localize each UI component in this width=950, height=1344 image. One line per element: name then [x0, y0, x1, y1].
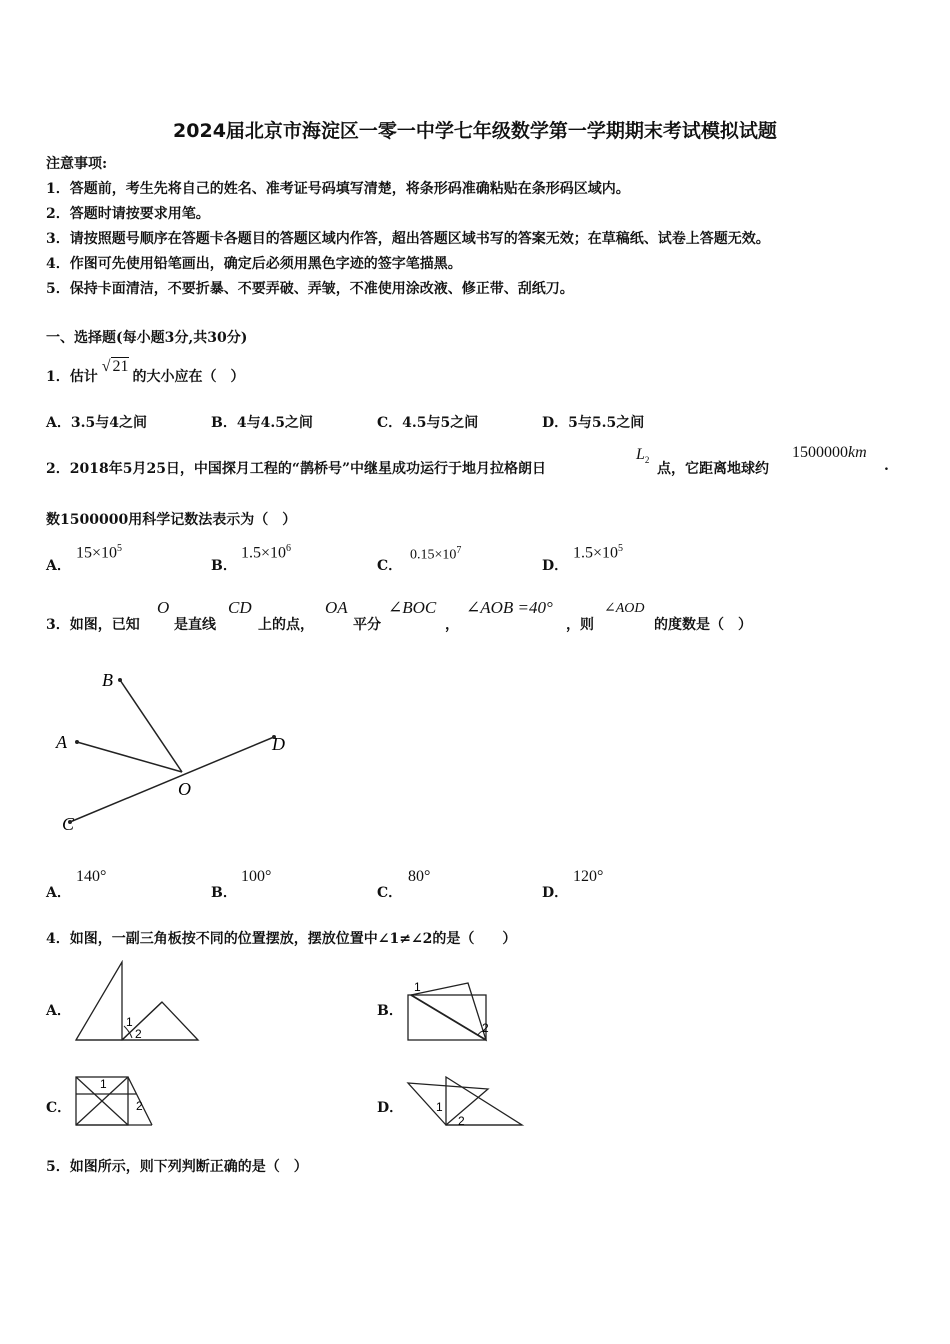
q3-figure — [50, 665, 310, 840]
q2-text: 2．2018年5月25日，中国探月工程的“鹊桥号”中继星成功运行于地月拉格朗日 — [46, 461, 547, 477]
notice-heading: 注意事项: — [46, 156, 108, 172]
angle-2-label: 2 — [482, 1021, 489, 1035]
q3-BOC: ∠BOC — [388, 598, 437, 617]
q3-option-a-label[interactable]: A． — [46, 885, 71, 901]
q3-option-b-value: 100° — [241, 868, 272, 885]
fig-label-c: C — [62, 814, 75, 834]
q4-figure-d — [406, 1075, 528, 1131]
q1-option-c[interactable]: C．4.5与5之间 — [377, 415, 479, 431]
notice-item: 2．答题时请按要求用笔。 — [46, 206, 210, 222]
q2-option-a-value: $15\times 10^5$ — [76, 543, 123, 562]
q2-option-a-label[interactable]: A． — [46, 558, 71, 574]
q2-option-c-value: $0.15\times 10^7$ — [410, 545, 462, 563]
q3-t5: ，则 — [566, 617, 594, 633]
q1-option-a[interactable]: A．3.5与4之间 — [46, 415, 147, 431]
q4-figure-c — [74, 1072, 159, 1130]
notice-item: 1．答题前，考生先将自己的姓名、准考证号码填写清楚，将条形码准确粘贴在条形码区域内。 — [46, 181, 630, 197]
sqrt21: √ 21 — [101, 358, 129, 375]
angle-2-label: 2 — [458, 1114, 465, 1128]
q4-option-b[interactable]: B． — [377, 1003, 403, 1019]
q3-t2: 上的点， — [258, 617, 314, 633]
q4-text: 4．如图，一副三角板按不同的位置摆放，摆放位置中∠1≠∠2的是（ ） — [46, 931, 517, 947]
q2-line2: 数1500000用科学记数法表示为（ ） — [46, 512, 297, 528]
q2-option-b-label[interactable]: B． — [211, 558, 237, 574]
q2-L2: $L_2$ — [636, 446, 650, 466]
q3-pre: 3．如图，已知 — [46, 617, 140, 633]
q4-option-d[interactable]: D． — [377, 1100, 404, 1116]
q3-CD: CD — [228, 598, 252, 617]
q2-distance: 1500000km — [792, 444, 867, 461]
q3-O: O — [157, 598, 170, 617]
q2-option-d-label[interactable]: D． — [542, 558, 569, 574]
q3-t3: 平分 — [353, 617, 381, 633]
q4-figure-b — [406, 975, 496, 1045]
notice-item: 4．作图可先使用铅笔画出，确定后必须用黑色字迹的签字笔描黑。 — [46, 256, 462, 272]
fig-label-d: D — [272, 734, 285, 754]
angle-1-label: 1 — [414, 980, 421, 994]
fig-label-b: B — [102, 670, 113, 690]
angle-1-label: 1 — [126, 1015, 133, 1029]
q3-AOB: ∠AOB =40° — [466, 598, 553, 617]
q1-option-d[interactable]: D．5与5.5之间 — [542, 415, 645, 431]
q4-option-c[interactable]: C． — [46, 1100, 72, 1116]
angle-2-label: 2 — [135, 1027, 142, 1041]
angle-2-label: 2 — [136, 1099, 143, 1113]
q3-AOD: ∠AOD — [604, 601, 645, 616]
q3-t1: 是直线 — [174, 617, 216, 633]
q2-end: . — [884, 458, 889, 474]
fig-label-o: O — [178, 779, 191, 799]
angle-1-label: 1 — [436, 1100, 443, 1114]
q1-text: 1．估计√ 21的大小应在（ ） — [46, 358, 245, 385]
fig-label-a: A — [56, 732, 67, 752]
notice-item: 3．请按照题号顺序在答题卡各题目的答题区域内作答，超出答题区域书写的答案无效；在草稿纸、试卷上答题无效。 — [46, 231, 770, 247]
q3-option-b-label[interactable]: B． — [211, 885, 237, 901]
q3-t6: 的度数是（ ） — [654, 617, 752, 633]
q2-option-c-label[interactable]: C． — [377, 558, 403, 574]
q1-option-b[interactable]: B．4与4.5之间 — [211, 415, 313, 431]
q3-option-d-value: 120° — [573, 868, 604, 885]
q3-option-c-label[interactable]: C． — [377, 885, 403, 901]
page-title: 2024届北京市海淀区一零一中学七年级数学第一学期期末考试模拟试题 — [173, 120, 777, 142]
q2-mid: 点，它距离地球约 — [657, 461, 769, 477]
q4-figure-a — [74, 960, 204, 1045]
q3-option-c-value: 80° — [408, 868, 431, 885]
notice-item: 5．保持卡面清洁，不要折暴、不要弄破、弄皱，不准使用涂改液、修正带、刮纸刀。 — [46, 281, 574, 297]
section-heading: 一、选择题(每小题3分,共30分) — [46, 330, 248, 346]
angle-1-label: 1 — [100, 1077, 107, 1091]
q3-t4: ， — [445, 617, 459, 633]
q3-option-d-label[interactable]: D． — [542, 885, 569, 901]
q2-option-b-value: $1.5\times 10^6$ — [241, 543, 292, 562]
q2-option-d-value: $1.5\times 10^5$ — [573, 543, 624, 562]
q3-option-a-value: 140° — [76, 868, 107, 885]
q5-text: 5．如图所示，则下列判断正确的是（ ） — [46, 1159, 308, 1175]
q3-OA: OA — [325, 598, 348, 617]
q4-option-a[interactable]: A． — [46, 1003, 71, 1019]
